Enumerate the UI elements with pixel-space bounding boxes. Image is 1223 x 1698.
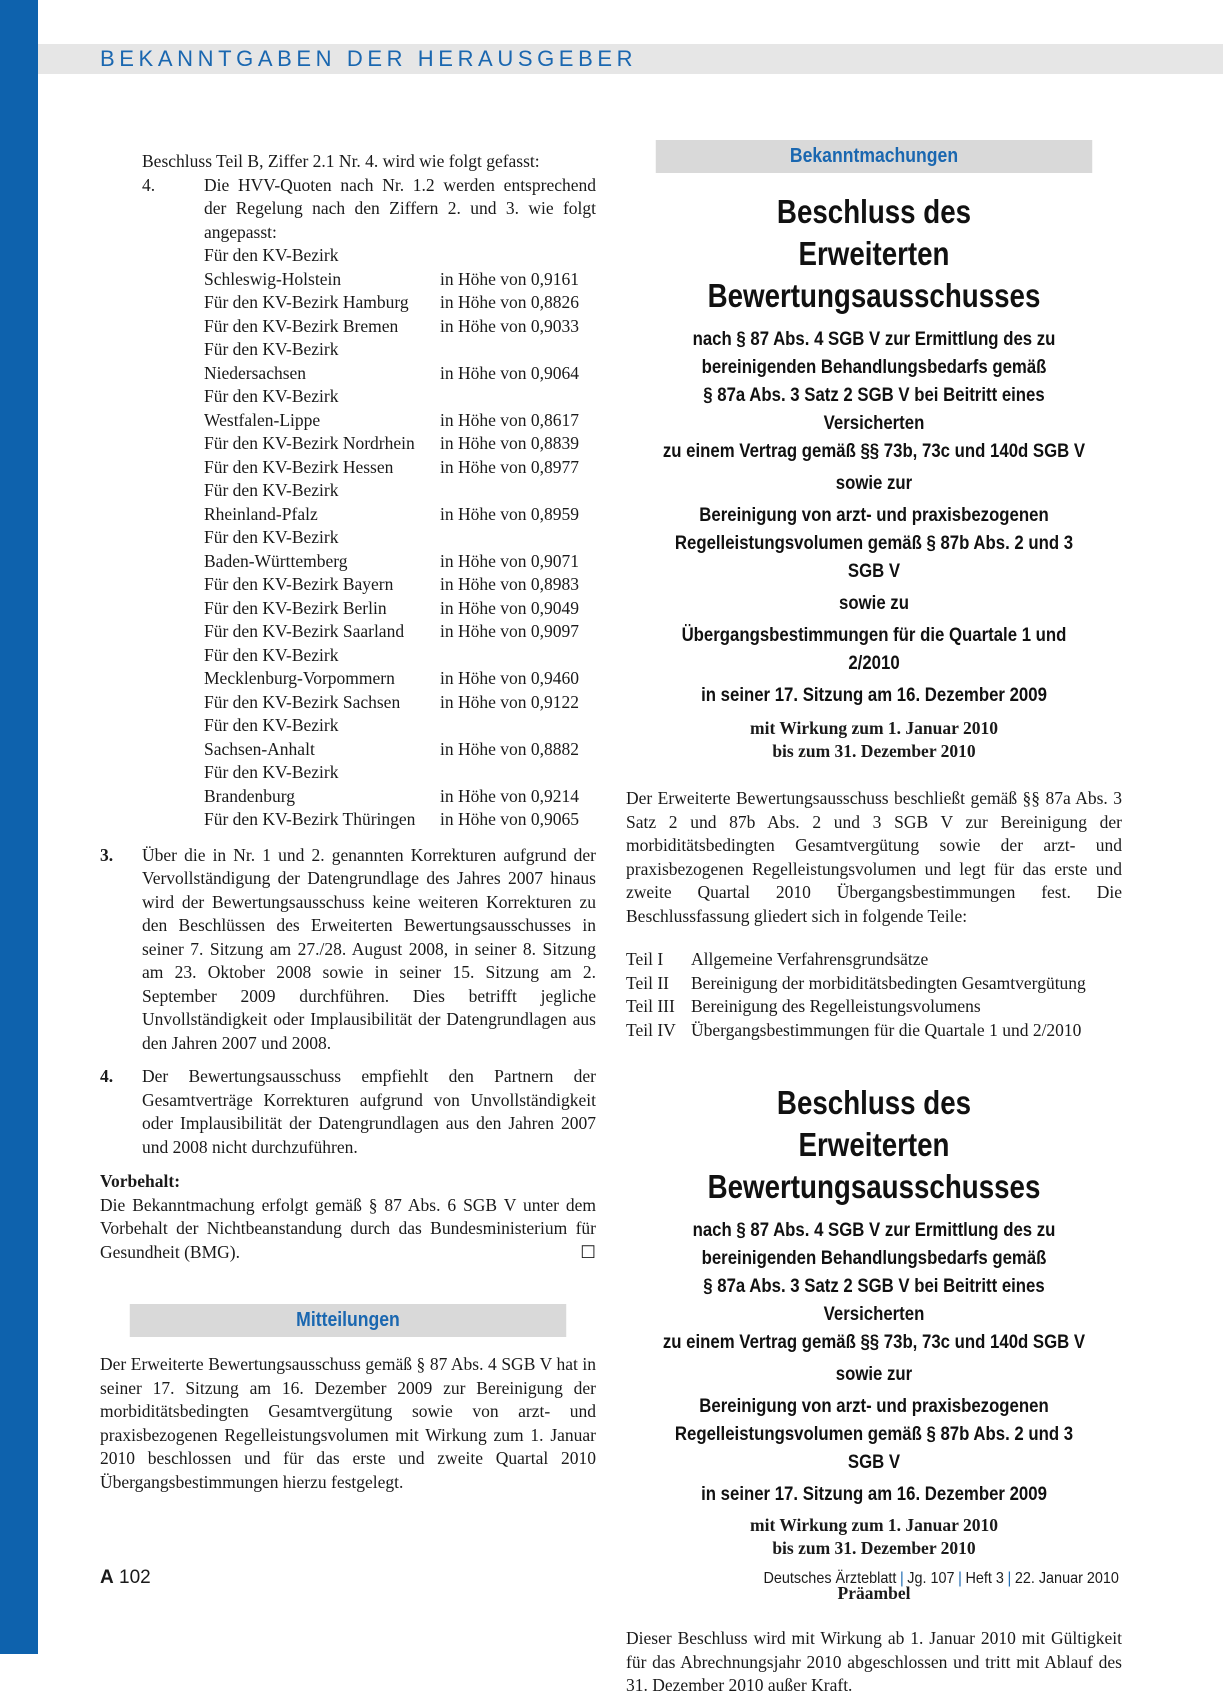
kv-row: [204, 244, 579, 268]
item-4-number: 4.: [142, 174, 156, 195]
kv-district: Westfalen-Lippe: [204, 409, 321, 430]
b1-sub-1: nach § 87 Abs. 4 SGB V zur Ermittlung des zu: [692, 328, 1056, 350]
item-4-text: Die HVV-Quoten nach Nr. 1.2 werden entsprechend der Regelung nach den Ziffern 2. und 3. wie folgt angepasst:: [204, 174, 596, 242]
kv-quota: [440, 244, 579, 268]
kv-district: Baden-Württemberg: [204, 550, 348, 571]
item-3: [100, 844, 596, 1056]
section-header: BEKANNTGABEN DER HERAUSGEBER: [100, 46, 638, 71]
teil-label: Teil II: [626, 972, 669, 993]
journal-info: Deutsches Ärzteblatt | Jg. 107 | Heft 3 | 22. Januar 2010: [763, 1570, 1119, 1587]
kv-quota: in Höhe von 0,9460: [440, 668, 580, 688]
kv-quota: in Höhe von 0,9033: [440, 315, 580, 336]
kv-quota: [440, 644, 579, 668]
kv-quota: [440, 714, 579, 738]
kv-district: Für den KV-Bezirk: [204, 386, 339, 406]
kv-district: Für den KV-Bezirk Hessen: [204, 456, 394, 477]
kv-row: [204, 432, 579, 456]
b2-title-1: Beschluss des: [776, 1084, 972, 1121]
b2-sub-6: Bereinigung von arzt- und praxisbezogenen: [699, 1395, 1049, 1417]
teil-row: [626, 995, 1122, 1019]
kv-row: [204, 291, 579, 315]
left-edge-bar: [0, 0, 38, 1654]
beschluss-2: [626, 1082, 1122, 1560]
kv-quota-table: [204, 244, 579, 832]
item-4b-text: Der Bewertungsausschuss empfiehlt den Partnern der Gesamtverträge Korrekturen aufgrund von Unvollständigkeit oder Implausibilität der Datengrundlagen aus den Jahren 2007 und 2008 nicht durchzuführen.: [142, 1066, 596, 1157]
kv-quota: in Höhe von 0,9161: [440, 268, 580, 289]
journal-date: 22. Januar 2010: [1014, 1570, 1119, 1587]
kv-district: Brandenburg: [204, 785, 296, 806]
b2-sub-4: zu einem Vertrag gemäß §§ 73b, 73c und 140d SGB V: [662, 1331, 1086, 1353]
b1-wirkung-1: mit Wirkung zum 1. Januar 2010: [750, 718, 998, 738]
kv-row: [204, 409, 579, 433]
kv-quota: in Höhe von 0,8826: [440, 292, 580, 312]
teil-title: Übergangsbestimmungen für die Quartale 1 und 2/2010: [691, 1019, 1082, 1040]
item-4b-number: 4.: [100, 1066, 114, 1086]
b1-sub-4: zu einem Vertrag gemäß §§ 73b, 73c und 140d SGB V: [662, 440, 1086, 462]
teil-row: [626, 972, 1122, 996]
teile-list: [626, 948, 1122, 1042]
page-number: [100, 1567, 151, 1589]
b1-sub-9: Übergangsbestimmungen für die Quartale 1 und 2/2010: [681, 624, 1067, 674]
kv-row: [204, 550, 579, 574]
kv-row: [204, 644, 579, 668]
b1-sub-5: sowie zur: [835, 472, 913, 494]
kv-district: Niedersachsen: [204, 362, 307, 383]
praeambel-text: Dieser Beschluss wird mit Wirkung ab 1. Januar 2010 mit Gültigkeit für das Abrechnungsjahr 2010 abgeschlossen und tritt mit Ablauf des 31. Dezember 2010 außer Kraft.: [626, 1628, 1122, 1695]
kv-row: [204, 456, 579, 480]
kv-quota: in Höhe von 0,8617: [440, 409, 580, 430]
kv-district: Für den KV-Bezirk: [204, 339, 339, 359]
kv-row: [204, 667, 579, 691]
page-number-value: 102: [119, 1567, 151, 1588]
kv-district: Für den KV-Bezirk: [204, 527, 339, 547]
item-3-text: Über die in Nr. 1 und 2. genannten Korrekturen aufgrund der Vervollständigung der Datengrundlage des Jahres 2007 hinaus wird der Bewertungsausschuss keine weiteren Korrekturen zu den Beschlüssen des Erweiterten Bewertungsausschusses in seiner 7. Sitzung am 27./28. August 2008, in seiner 8. Sitzung am 23. Oktober 2008 sowie in seiner 15. Sitzung am 2. September 2009 durchführen. Dies betrifft jegliche Unvollständigkeit oder Implausibilität der Datengrundlagen aus den Jahren 2007 und 2008.: [142, 844, 596, 1053]
mitteilungen-text: Der Erweiterte Bewertungsausschuss gemäß § 87 Abs. 4 SGB V hat in seiner 17. Sitzung am 16. Dezember 2009 zur Bereinigung der morbiditätsbedingten Gesamtvergütung sowie von arzt- und praxisbezogenen Regelleistungsvolumen mit Wirkung zum 1. Januar 2010 beschlossen und für das erste und zweite Quartal 2010 Übergangsbestimmungen hierzu festgelegt.: [100, 1354, 596, 1492]
kv-quota: [440, 761, 579, 785]
b2-sub-7: Regelleistungsvolumen gemäß § 87b Abs. 2 und 3 SGB V: [674, 1423, 1074, 1473]
b2-sub-3: § 87a Abs. 3 Satz 2 SGB V bei Beitritt eines Versicherten: [703, 1275, 1045, 1325]
mitteilungen-bar: Mitteilungen: [130, 1304, 566, 1337]
praeambel-heading: Präambel: [837, 1583, 911, 1603]
kv-quota: in Höhe von 0,8839: [440, 433, 580, 453]
journal-volume: Jg. 107: [907, 1570, 955, 1587]
kv-row: [204, 526, 579, 550]
kv-quota: in Höhe von 0,9064: [440, 362, 580, 383]
kv-row: [204, 808, 579, 832]
kv-district: Für den KV-Bezirk Thüringen: [204, 809, 416, 829]
right-column: [626, 145, 1122, 1698]
item-4: [100, 174, 596, 245]
kv-row: [204, 714, 579, 738]
kv-quota: [440, 479, 579, 503]
teil-title: Allgemeine Verfahrensgrundsätze: [691, 949, 929, 969]
kv-row: [204, 362, 579, 386]
b2-title-2: Erweiterten Bewertungsausschusses: [707, 1126, 1041, 1205]
kv-district: Für den KV-Bezirk: [204, 762, 339, 782]
kv-row: [204, 785, 579, 809]
kv-quota: in Höhe von 0,9214: [440, 785, 580, 806]
kv-row: [204, 479, 579, 503]
journal-name: Deutsches Ärzteblatt: [763, 1570, 897, 1587]
teil-title: Bereinigung der morbiditätsbedingten Gesamtvergütung: [691, 972, 1086, 993]
kv-district: Für den KV-Bezirk Nordrhein: [204, 433, 415, 453]
kv-district: Rheinland-Pfalz: [204, 503, 318, 524]
b1-sub-10: in seiner 17. Sitzung am 16. Dezember 2009: [701, 684, 1047, 706]
kv-district: Für den KV-Bezirk Bayern: [204, 574, 394, 594]
kv-quota: in Höhe von 0,8882: [440, 738, 580, 759]
kv-district: Mecklenburg-Vorpommern: [204, 668, 395, 688]
kv-district: Für den KV-Bezirk: [204, 644, 339, 665]
vorbehalt-text: Die Bekanntmachung erfolgt gemäß § 87 Abs. 6 SGB V unter dem Vorbehalt der Nichtbeanstandung durch das Bundesministerium für Gesundheit (BMG). ☐: [100, 1194, 596, 1265]
kv-row: [204, 268, 579, 292]
kv-row: [204, 315, 579, 339]
b1-sub-3: § 87a Abs. 3 Satz 2 SGB V bei Beitritt eines Versicherten: [703, 384, 1045, 434]
b1-sub-6: Bereinigung von arzt- und praxisbezogenen: [699, 504, 1049, 526]
b1-title-2: Erweiterten Bewertungsausschusses: [707, 235, 1041, 314]
kv-district: Schleswig-Holstein: [204, 268, 342, 289]
kv-district: Für den KV-Bezirk Sachsen: [204, 691, 401, 712]
kv-quota: [440, 338, 579, 362]
left-column: [100, 150, 596, 1494]
kv-district: Für den KV-Bezirk: [204, 245, 339, 265]
b1-sub-7: Regelleistungsvolumen gemäß § 87b Abs. 2 und 3 SGB V: [674, 532, 1074, 582]
kv-quota: in Höhe von 0,8977: [440, 456, 580, 477]
b1-sub-8: sowie zu: [839, 592, 909, 614]
kv-quota: in Höhe von 0,9065: [440, 809, 580, 829]
b2-wirkung-1: mit Wirkung zum 1. Januar 2010: [750, 1515, 998, 1535]
beschluss-1: [626, 191, 1122, 763]
kv-quota: in Höhe von 0,8983: [440, 574, 580, 594]
kv-row: [204, 738, 579, 762]
b1-title-1: Beschluss des: [776, 193, 972, 230]
b2-sub-1: nach § 87 Abs. 4 SGB V zur Ermittlung des zu: [692, 1219, 1056, 1241]
kv-district: Für den KV-Bezirk Berlin: [204, 597, 387, 618]
teil-label: Teil III: [626, 996, 675, 1016]
kv-quota: in Höhe von 0,8959: [440, 503, 580, 524]
kv-district: Für den KV-Bezirk: [204, 715, 339, 735]
teil-title: Bereinigung des Regelleistungsvolumens: [691, 996, 981, 1016]
end-mark: ☐: [580, 1241, 596, 1262]
kv-quota: in Höhe von 0,9049: [440, 597, 580, 618]
b2-sub-8: in seiner 17. Sitzung am 16. Dezember 2009: [701, 1483, 1047, 1505]
b1-wirkung-2: bis zum 31. Dezember 2010: [772, 741, 976, 761]
vorbehalt-label: Vorbehalt:: [100, 1171, 181, 1191]
page-prefix: A: [100, 1567, 114, 1588]
kv-row: [204, 691, 579, 715]
journal-issue: Heft 3: [965, 1570, 1004, 1587]
item-3-number: 3.: [100, 844, 114, 865]
teil-row: [626, 1019, 1122, 1043]
kv-district: Für den KV-Bezirk Saarland: [204, 621, 405, 641]
kv-district: Für den KV-Bezirk Hamburg: [204, 292, 409, 312]
b2-sub-5: sowie zur: [835, 1363, 913, 1385]
kv-district: Für den KV-Bezirk Bremen: [204, 315, 399, 336]
kv-row: [204, 597, 579, 621]
kv-district: Sachsen-Anhalt: [204, 738, 315, 759]
bekanntmachungen-bar: Bekanntmachungen: [656, 140, 1092, 173]
kv-row: [204, 761, 579, 785]
kv-quota: [440, 526, 579, 550]
teil-label: Teil I: [626, 949, 664, 969]
item-4b: [100, 1065, 596, 1159]
kv-row: [204, 338, 579, 362]
kv-row: [204, 385, 579, 409]
kv-quota: in Höhe von 0,9097: [440, 621, 580, 641]
kv-row: [204, 503, 579, 527]
kv-district: Für den KV-Bezirk: [204, 480, 339, 500]
teil-row: [626, 948, 1122, 972]
kv-row: [204, 620, 579, 644]
b2-wirkung-2: bis zum 31. Dezember 2010: [772, 1538, 976, 1558]
intro-line: Beschluss Teil B, Ziffer 2.1 Nr. 4. wird wie folgt gefasst:: [142, 151, 540, 171]
kv-row: [204, 573, 579, 597]
b1-sub-2: bereinigenden Behandlungsbedarfs gemäß: [701, 356, 1047, 378]
intro-paragraph: Der Erweiterte Bewertungsausschuss beschließt gemäß §§ 87a Abs. 3 Satz 2 und 87b Abs. 2 und 3 SGB V zur Bereinigung der morbiditätsbedingten Gesamtvergütung sowie der arzt- und praxisbezogenen Regelleistungsvolumen und legt für das erste und zweite Quartal 2010 Übergangsbestimmungen fest. Die Beschlussfassung gliedert sich in folgende Teile:: [626, 788, 1122, 926]
teil-label: Teil IV: [626, 1019, 676, 1040]
kv-quota: in Höhe von 0,9122: [440, 691, 580, 712]
b2-sub-2: bereinigenden Behandlungsbedarfs gemäß: [701, 1247, 1047, 1269]
kv-quota: [440, 385, 579, 409]
kv-quota: in Höhe von 0,9071: [440, 550, 580, 571]
